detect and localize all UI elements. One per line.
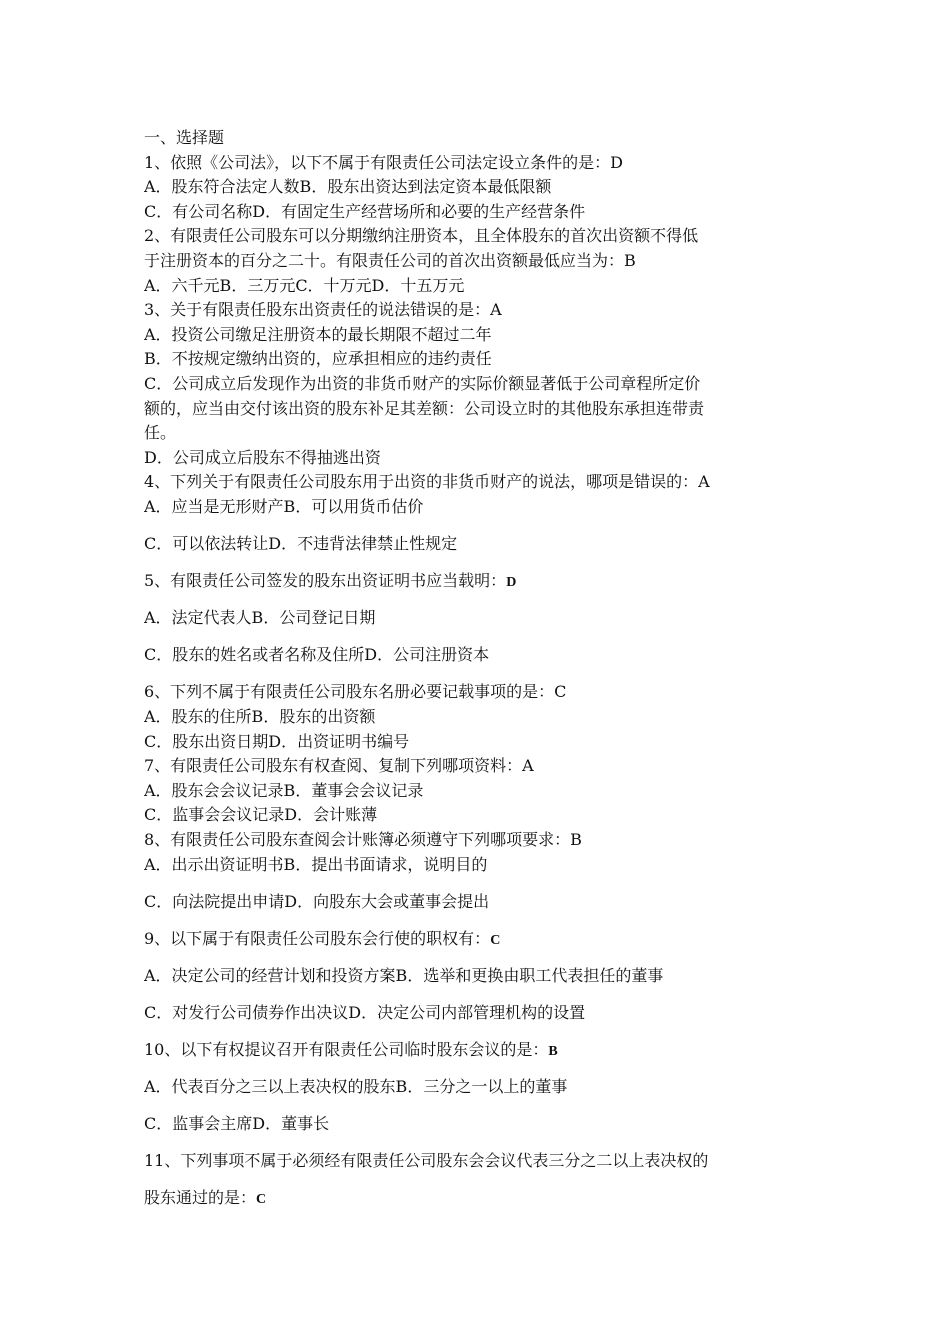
question-8-options-2: C．向法院提出申请D．向股东大会或董事会提出 [144, 891, 490, 911]
question-3-option-b: B．不按规定缴纳出资的，应承担相应的违约责任 [144, 349, 492, 369]
question-7-options-1: A．股东会会议记录B．董事会会议记录 [144, 780, 424, 800]
question-3: 3、关于有限责任股东出资责任的说法错误的是：A [144, 300, 502, 320]
question-4-options-1: A．应当是无形财产B．可以用货币估价 [144, 496, 424, 516]
question-10 [144, 1038, 814, 1063]
question-3-option-d: D．公司成立后股东不得抽逃出资 [144, 447, 381, 467]
question-9-options-1: A．决定公司的经营计划和投资方案B．选举和更换由职工代表担任的董事 [144, 965, 664, 985]
question-10-text: 10、以下有权提议召开有限责任公司临时股东会议的是： [144, 1040, 549, 1059]
question-5-options-2: C．股东的姓名或者名称及住所D．公司注册资本 [144, 645, 490, 665]
question-7-options-2: C．监事会会议记录D．会计账薄 [144, 805, 378, 825]
question-3-option-a: A．投资公司缴足注册资本的最长期限不超过二年 [144, 324, 492, 344]
question-3-option-c-line-3: 任。 [144, 423, 177, 443]
question-1-options-2: C．有公司名称D．有固定生产经营场所和必要的生产经营条件 [144, 201, 586, 221]
question-1: 1、依照《公司法》，以下不属于有限责任公司法定设立条件的是：D [144, 152, 624, 172]
question-8-options-1: A．出示出资证明书B．提出书面请求，说明目的 [144, 854, 488, 874]
question-5 [144, 569, 814, 594]
question-4: 4、下列关于有限责任公司股东用于出资的非货币财产的说法，哪项是错误的：A [144, 472, 710, 492]
question-5-text: 5、有限责任公司签发的股东出资证明书应当载明： [144, 571, 507, 591]
question-11-text: 股东通过的是： [144, 1188, 257, 1208]
question-9-answer: C [490, 932, 501, 948]
question-10-answer: B [548, 1044, 558, 1059]
question-6: 6、下列不属于有限责任公司股东名册必要记载事项的是：C [144, 682, 567, 702]
section-title: 一、选择题 [144, 128, 225, 147]
question-2-options-1: A．六千元B．三万元C．十万元D．十五万元 [144, 275, 465, 295]
question-6-options-2: C．股东出资日期D．出资证明书编号 [144, 731, 410, 751]
question-5-answer: D [506, 575, 517, 591]
question-4-options-2: C．可以依法转让D．不违背法律禁止性规定 [144, 534, 458, 553]
question-11-line-1: 11、下列事项不属于必须经有限责任公司股东会会议代表三分之二以上表决权的 [144, 1151, 709, 1171]
question-6-options-1: A．股东的住所B．股东的出资额 [144, 706, 376, 726]
question-1-options-1: A．股东符合法定人数B．股东出资达到法定资本最低限额 [144, 177, 552, 197]
question-2-line-2: 于注册资本的百分之二十。有限责任公司的首次出资额最低应当为：B [144, 250, 636, 270]
question-2-line-1: 2、有限责任公司股东可以分期缴纳注册资本，且全体股东的首次出资额不得低 [144, 226, 699, 246]
question-10-options-2: C．监事会主席D．董事长 [144, 1114, 330, 1134]
question-9-text: 9、以下属于有限责任公司股东会行使的职权有： [144, 928, 491, 948]
question-7: 7、有限责任公司股东有权查阅、复制下列哪项资料：A [144, 756, 534, 776]
question-3-option-c-line-1: C．公司成立后发现作为出资的非货币财产的实际价额显著低于公司章程所定价 [144, 373, 701, 393]
question-8: 8、有限责任公司股东查阅会计账簿必须遵守下列哪项要求：B [144, 829, 582, 849]
question-11-answer: C [256, 1192, 267, 1208]
question-10-options-1: A．代表百分之三以上表决权的股东B．三分之一以上的董事 [144, 1077, 568, 1097]
question-3-option-c-line-2: 额的，应当由交付该出资的股东补足其差额：公司设立时的其他股东承担连带责 [144, 398, 705, 418]
question-9-options-2: C．对发行公司债券作出决议D．决定公司内部管理机构的设置 [144, 1002, 586, 1022]
question-11-line-2 [144, 1186, 814, 1211]
question-5-options-1: A．法定代表人B．公司登记日期 [144, 608, 376, 628]
document-body [144, 126, 814, 1211]
question-9 [144, 927, 814, 952]
